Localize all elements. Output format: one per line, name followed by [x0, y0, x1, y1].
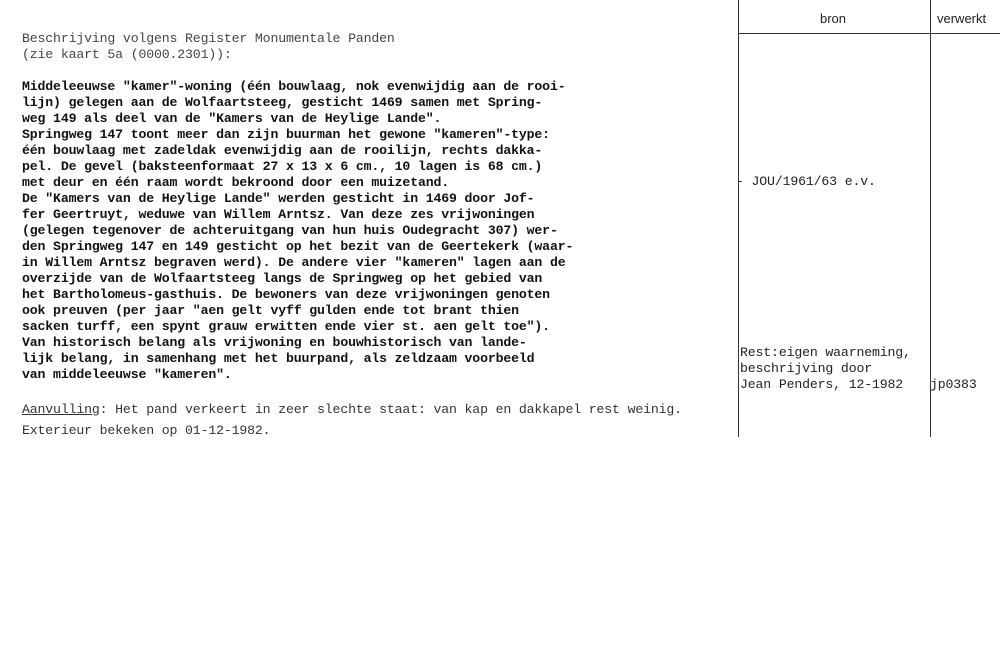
body-line: (gelegen tegenover de achteruitgang van hun huis Oudegracht 307) wer- [22, 223, 558, 238]
body-line: sacken turff, een spynt grauw erwitten ende vier st. aen gelt toe"). [22, 319, 550, 334]
body-line: in Willem Arntsz begraven werd). De andere vier "kameren" lagen aan de [22, 255, 566, 270]
column-divider-right [930, 0, 931, 437]
body-line: pel. De gevel (baksteenformaat 27 x 13 x 6 cm., 10 lagen is 68 cm.) [22, 159, 543, 174]
bron-reference-2-line-2: beschrijving door [740, 361, 872, 376]
body-line: lijn) gelegen aan de Wolfaartsteeg, gesticht 1469 samen met Spring- [22, 95, 543, 110]
body-line: De "Kamers van de Heylige Lande" werden gesticht in 1469 door Jof- [22, 191, 535, 206]
aanvulling-label: Aanvulling [22, 402, 100, 417]
body-line: ook preuven (per jaar "aen gelt vyff gulden ende tot brant thien [22, 303, 519, 318]
column-divider-left [738, 0, 739, 437]
column-header-verwerkt: verwerkt [937, 11, 987, 26]
aanvulling-line-2: Exterieur bekeken op 01-12-1982. [22, 423, 271, 438]
body-line: Springweg 147 toont meer dan zijn buurman het gewone "kameren"-type: [22, 127, 550, 142]
bron-reference-1: - JOU/1961/63 e.v. [736, 174, 876, 189]
aanvulling-text: : Het pand verkeert in zeer slechte staat: van kap en dakkapel rest weinig. [99, 402, 682, 417]
verwerkt-code: jp0383 [930, 377, 977, 392]
body-line: fer Geertruyt, weduwe van Willem Arntsz. Van deze zes vrijwoningen [22, 207, 535, 222]
body-line: weg 149 als deel van de "Kamers van de Heylige Lande". [22, 111, 442, 126]
header-line-1: Beschrijving volgens Register Monumentale Panden [22, 31, 395, 46]
body-line: lijk belang, in samenhang met het buurpand, als zeldzaam voorbeeld [22, 351, 535, 366]
aanvulling-line-1 [22, 402, 682, 418]
body-line: overzijde van de Wolfaartsteeg langs de Springweg op het gebied van [22, 271, 543, 286]
body-line: den Springweg 147 en 149 gesticht op het bezit van de Geertekerk (waar- [22, 239, 574, 254]
body-line: Van historisch belang als vrijwoning en bouwhistorisch van lande- [22, 335, 527, 350]
body-line: één bouwlaag met zadeldak evenwijdig aan de rooilijn, rechts dakka- [22, 143, 543, 158]
body-line: het Bartholomeus-gasthuis. De bewoners van deze vrijwoningen genoten [22, 287, 550, 302]
body-line: van middeleeuwse "kameren". [22, 367, 232, 382]
bron-reference-2-line-3: Jean Penders, 12-1982 [740, 377, 904, 392]
bron-reference-2-line-1: Rest:eigen waarneming, [740, 345, 911, 360]
header-rule [738, 33, 1000, 34]
header-line-2: (zie kaart 5a (0000.2301)): [22, 47, 232, 62]
body-line: Middeleeuwse "kamer"-woning (één bouwlaag, nok evenwijdig aan de rooi- [22, 79, 566, 94]
body-line: met deur en één raam wordt bekroond door een muizetand. [22, 175, 450, 190]
column-header-bron: bron [820, 11, 847, 26]
